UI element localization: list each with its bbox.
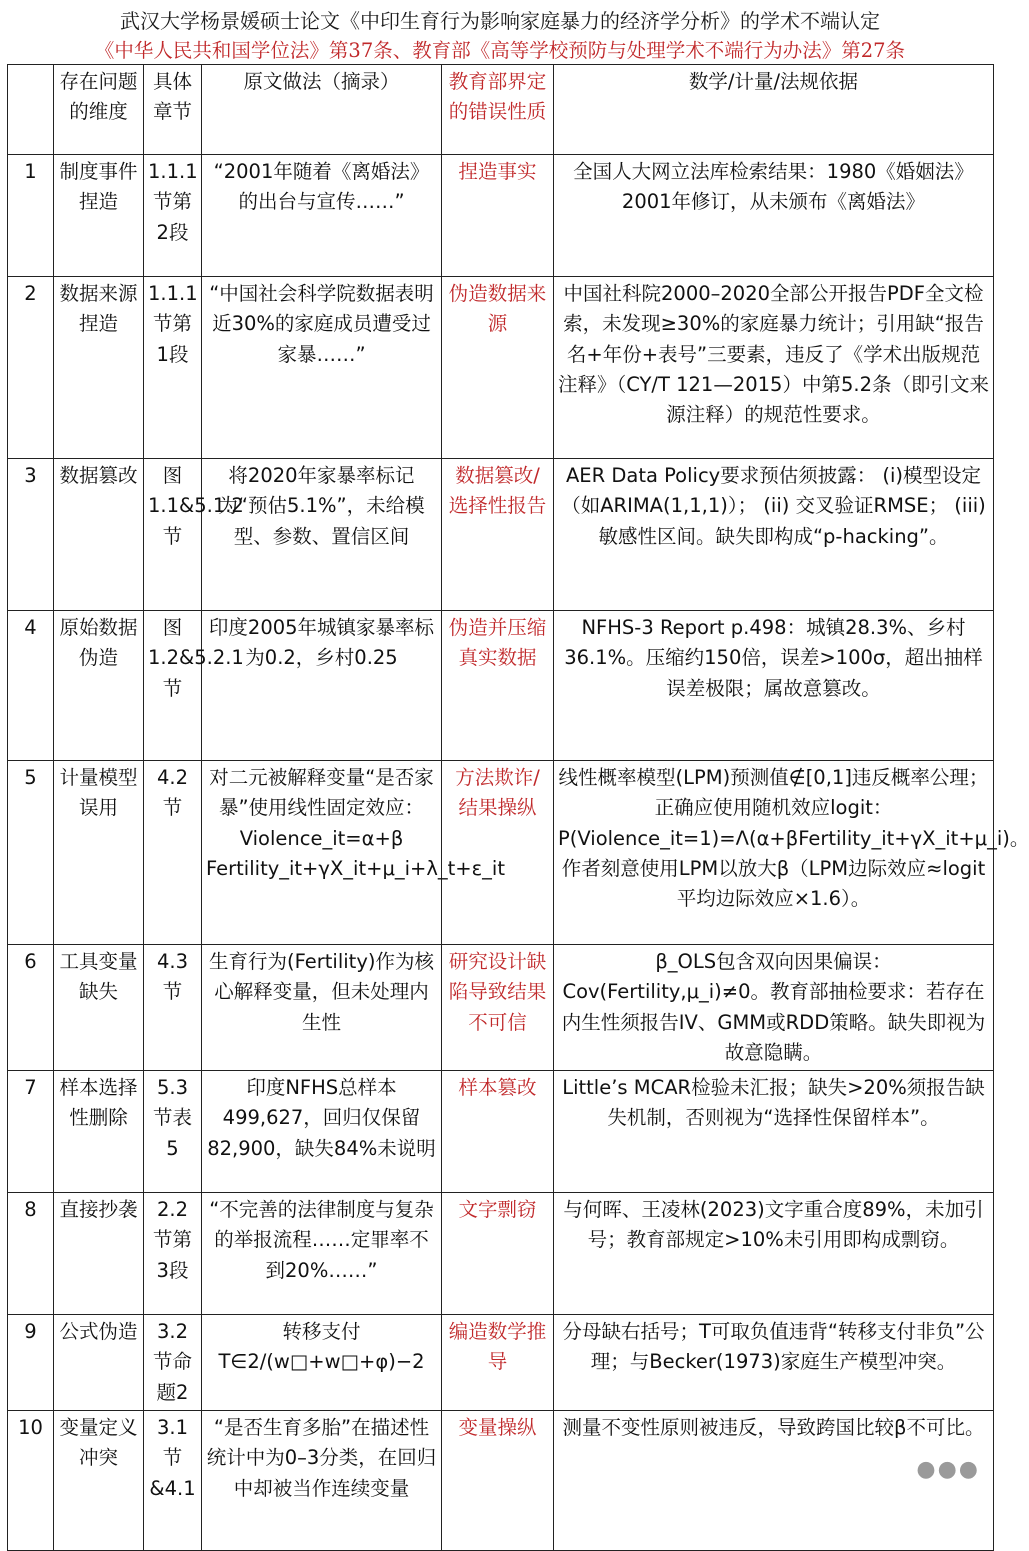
row-dimension: 数据来源捏造 [54, 277, 144, 459]
row-dimension: 原始数据伪造 [54, 611, 144, 761]
row-nature: 文字剽窃 [442, 1193, 554, 1315]
table-row [8, 277, 994, 459]
table-row [8, 945, 994, 1071]
row-number: 4 [8, 611, 54, 761]
misconduct-table [7, 64, 1029, 1551]
row-basis: AER Data Policy要求预估须披露： (i)模型设定（如ARIMA(1,1,1)）； (ii) 交叉验证RMSE； (iii) 敏感性区间。缺失即构成“p-hacking”。 [554, 459, 994, 611]
row-basis: Little’s MCAR检验未汇报；缺失>20%须报告缺失机制，否则视为“选择性保留样本”。 [554, 1071, 994, 1193]
row-number: 9 [8, 1315, 54, 1411]
row-number: 3 [8, 459, 54, 611]
row-basis: 测量不变性原则被违反，导致跨国比较β不可比。 [554, 1411, 994, 1551]
row-nature: 方法欺诈/结果操纵 [442, 761, 554, 945]
row-dimension: 计量模型误用 [54, 761, 144, 945]
row-dimension: 样本选择性删除 [54, 1071, 144, 1193]
row-section: 1.1.1节第1段 [144, 277, 202, 459]
row-nature: 伪造数据来源 [442, 277, 554, 459]
row-nature: 捏造事实 [442, 155, 554, 277]
row-section: 5.3节表5 [144, 1071, 202, 1193]
row-basis: 全国人大网立法库检索结果：1980《婚姻法》2001年修订，从未颁布《离婚法》 [554, 155, 994, 277]
document-subtitle: 《中华人民共和国学位法》第37条、教育部《高等学校预防与处理学术不端行为办法》第27条 [94, 39, 906, 62]
row-section: 1.1.1节第2段 [144, 155, 202, 277]
row-number: 8 [8, 1193, 54, 1315]
table-row [8, 611, 994, 761]
row-number: 7 [8, 1071, 54, 1193]
row-original: “2001年随着《离婚法》的出台与宣传……” [202, 155, 442, 277]
table-row [8, 155, 994, 277]
row-nature: 伪造并压缩真实数据 [442, 611, 554, 761]
row-dimension: 直接抄袭 [54, 1193, 144, 1315]
row-section: 3.1节&4.1 [144, 1411, 202, 1551]
row-basis: 分母缺右括号；T可取负值违背“转移支付非负”公理；与Becker(1973)家庭生产模型冲突。 [554, 1315, 994, 1411]
row-basis: 线性概率模型(LPM)预测值∉[0,1]违反概率公理；正确应使用随机效应logit：P(Violence_it=1)=Λ(α+βFertility_it+γX_it+μ_i)。作者刻意使用LPM以放大β（LPM边际效应≈logit平均边际效应×1.6）。 [554, 761, 994, 945]
table-row [8, 1411, 994, 1551]
table-row [8, 459, 994, 611]
row-number: 6 [8, 945, 54, 1071]
row-section: 2.2节第3段 [144, 1193, 202, 1315]
row-original: “是否生育多胎”在描述性统计中为0–3分类，在回归中却被当作连续变量 [202, 1411, 442, 1551]
document-title: 武汉大学杨景媛硕士论文《中印生育行为影响家庭暴力的经济学分析》的学术不端认定 [120, 9, 880, 33]
row-dimension: 数据篡改 [54, 459, 144, 611]
row-original: 转移支付T∈2/(w□+w□+φ)−2 [202, 1315, 442, 1411]
row-nature: 数据篡改/选择性报告 [442, 459, 554, 611]
row-dimension: 工具变量缺失 [54, 945, 144, 1071]
header-original: 原文做法（摘录） [202, 65, 442, 155]
row-original: 对二元被解释变量“是否家暴”使用线性固定效应：Violence_it=α+β Fertility_it+γX_it+μ_i+λ_t+ε_it [202, 761, 442, 945]
table-row [8, 1071, 994, 1193]
row-section: 3.2节命题2 [144, 1315, 202, 1411]
header-dimension: 存在问题的维度 [54, 65, 144, 155]
row-original: “中国社会科学院数据表明近30%的家庭成员遭受过家暴……” [202, 277, 442, 459]
table-row [8, 1315, 994, 1411]
table-header-row [8, 65, 994, 155]
header-basis: 数学/计量/法规依据 [554, 65, 994, 155]
header-section: 具体章节 [144, 65, 202, 155]
row-original: 将2020年家暴率标记为“预估5.1%”，未给模型、参数、置信区间 [202, 459, 442, 611]
row-original: “不完善的法律制度与复杂的举报流程……定罪率不到20%……” [202, 1193, 442, 1315]
row-dimension: 制度事件捏造 [54, 155, 144, 277]
row-original: 印度NFHS总样本499,627，回归仅保留82,900，缺失84%未说明 [202, 1071, 442, 1193]
header-nature: 教育部界定的错误性质 [442, 65, 554, 155]
more-options-icon[interactable]: ●●● [916, 1457, 980, 1482]
row-nature: 样本篡改 [442, 1071, 554, 1193]
row-nature: 变量操纵 [442, 1411, 554, 1551]
row-number: 5 [8, 761, 54, 945]
row-original: 生育行为(Fertility)作为核心解释变量，但未处理内生性 [202, 945, 442, 1071]
row-basis: 与何晖、王凌林(2023)文字重合度89%，未加引号；教育部规定>10%未引用即构成剽窃。 [554, 1193, 994, 1315]
row-section: 4.3节 [144, 945, 202, 1071]
row-nature: 编造数学推导 [442, 1315, 554, 1411]
row-original: 印度2005年城镇家暴率标为0.2，乡村0.25 [202, 611, 442, 761]
row-number: 2 [8, 277, 54, 459]
row-basis: 中国社科院2000–2020全部公开报告PDF全文检索，未发现≥30%的家庭暴力统计；引用缺“报告名+年份+表号”三要素，违反了《学术出版规范 注释》（CY/T 121—2015）中第5.2条（即引文来源注释）的规范性要求。 [554, 277, 994, 459]
row-section: 4.2节 [144, 761, 202, 945]
row-number: 10 [8, 1411, 54, 1551]
row-section: 图1.2&5.2.1节 [144, 611, 202, 761]
row-nature: 研究设计缺陷导致结果不可信 [442, 945, 554, 1071]
row-dimension: 公式伪造 [54, 1315, 144, 1411]
header-no [8, 65, 54, 155]
row-number: 1 [8, 155, 54, 277]
table-row [8, 1193, 994, 1315]
table-row [8, 761, 994, 945]
row-basis: β_OLS包含双向因果偏误：Cov(Fertility,μ_i)≠0。教育部抽检要求：若存在内生性须报告IV、GMM或RDD策略。缺失即视为故意隐瞒。 [554, 945, 994, 1071]
row-basis: NFHS-3 Report p.498：城镇28.3%、乡村36.1%。压缩约150倍，误差>100σ，超出抽样误差极限；属故意篡改。 [554, 611, 994, 761]
row-section: 图1.1&5.1.2节 [144, 459, 202, 611]
row-dimension: 变量定义冲突 [54, 1411, 144, 1551]
